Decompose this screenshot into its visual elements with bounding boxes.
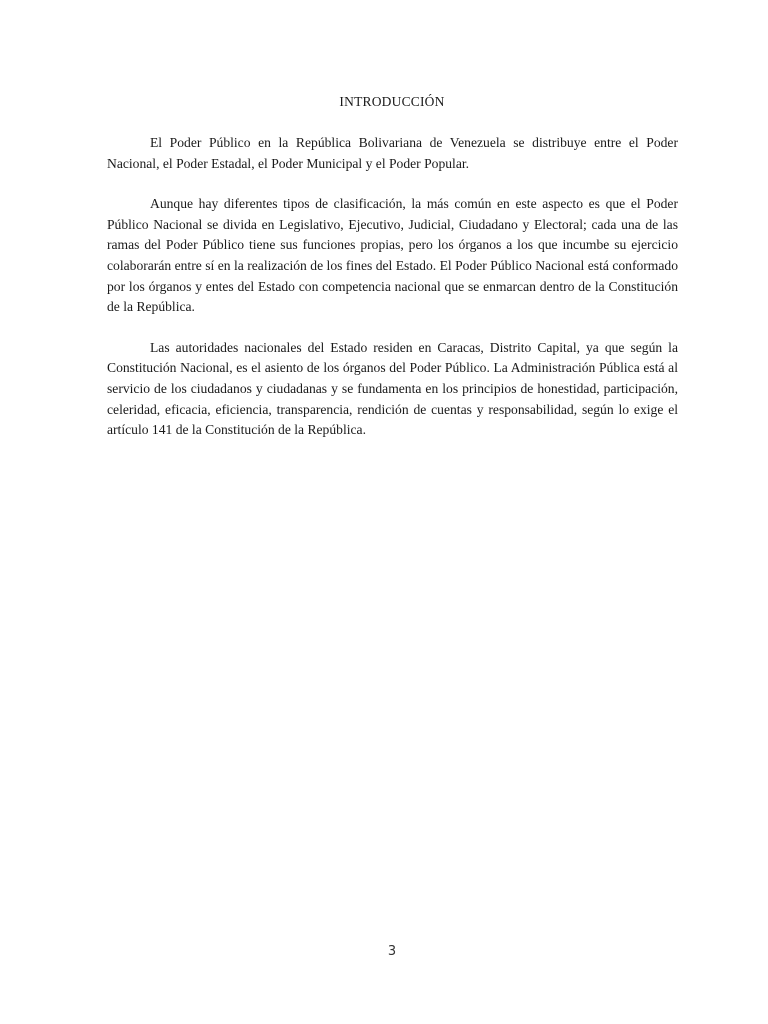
paragraph-2: Aunque hay diferentes tipos de clasificación, la más común en este aspecto es que el Poder Público Nacional se divida en Legislativo, Ejecutivo, Judicial, Ciudadano y Electoral; cada una de las ramas del Poder Público tiene sus funciones propias, pero los órganos a los que incumbe su ejercicio colaborarán entre sí en la realización de los fines del Estado. El Poder Público Nacional está conformado por los órganos y entes del Estado con competencia nacional que se enmarcan dentro de la Constitución de la República. [107, 196, 678, 315]
paragraph-3: Las autoridades nacionales del Estado residen en Caracas, Distrito Capital, ya que según la Constitución Nacional, es el asiento de los órganos del Poder Público. La Administración Pública está al servicio de los ciudadanos y ciudadanas y se fundamenta en los principios de honestidad, participación, celeridad, eficacia, eficiencia, transparencia, rendición de cuentas y responsabilidad, según lo exige el artículo 141 de la Constitución de la República. [107, 339, 678, 438]
page-number: 3 [387, 944, 397, 959]
document-body [107, 133, 678, 461]
paragraph-1: El Poder Público en la República Bolivariana de Venezuela se distribuye entre el Poder Nacional, el Poder Estadal, el Poder Municipal y el Poder Popular. [107, 135, 678, 171]
page-title: INTRODUCCIÓN [339, 94, 445, 109]
